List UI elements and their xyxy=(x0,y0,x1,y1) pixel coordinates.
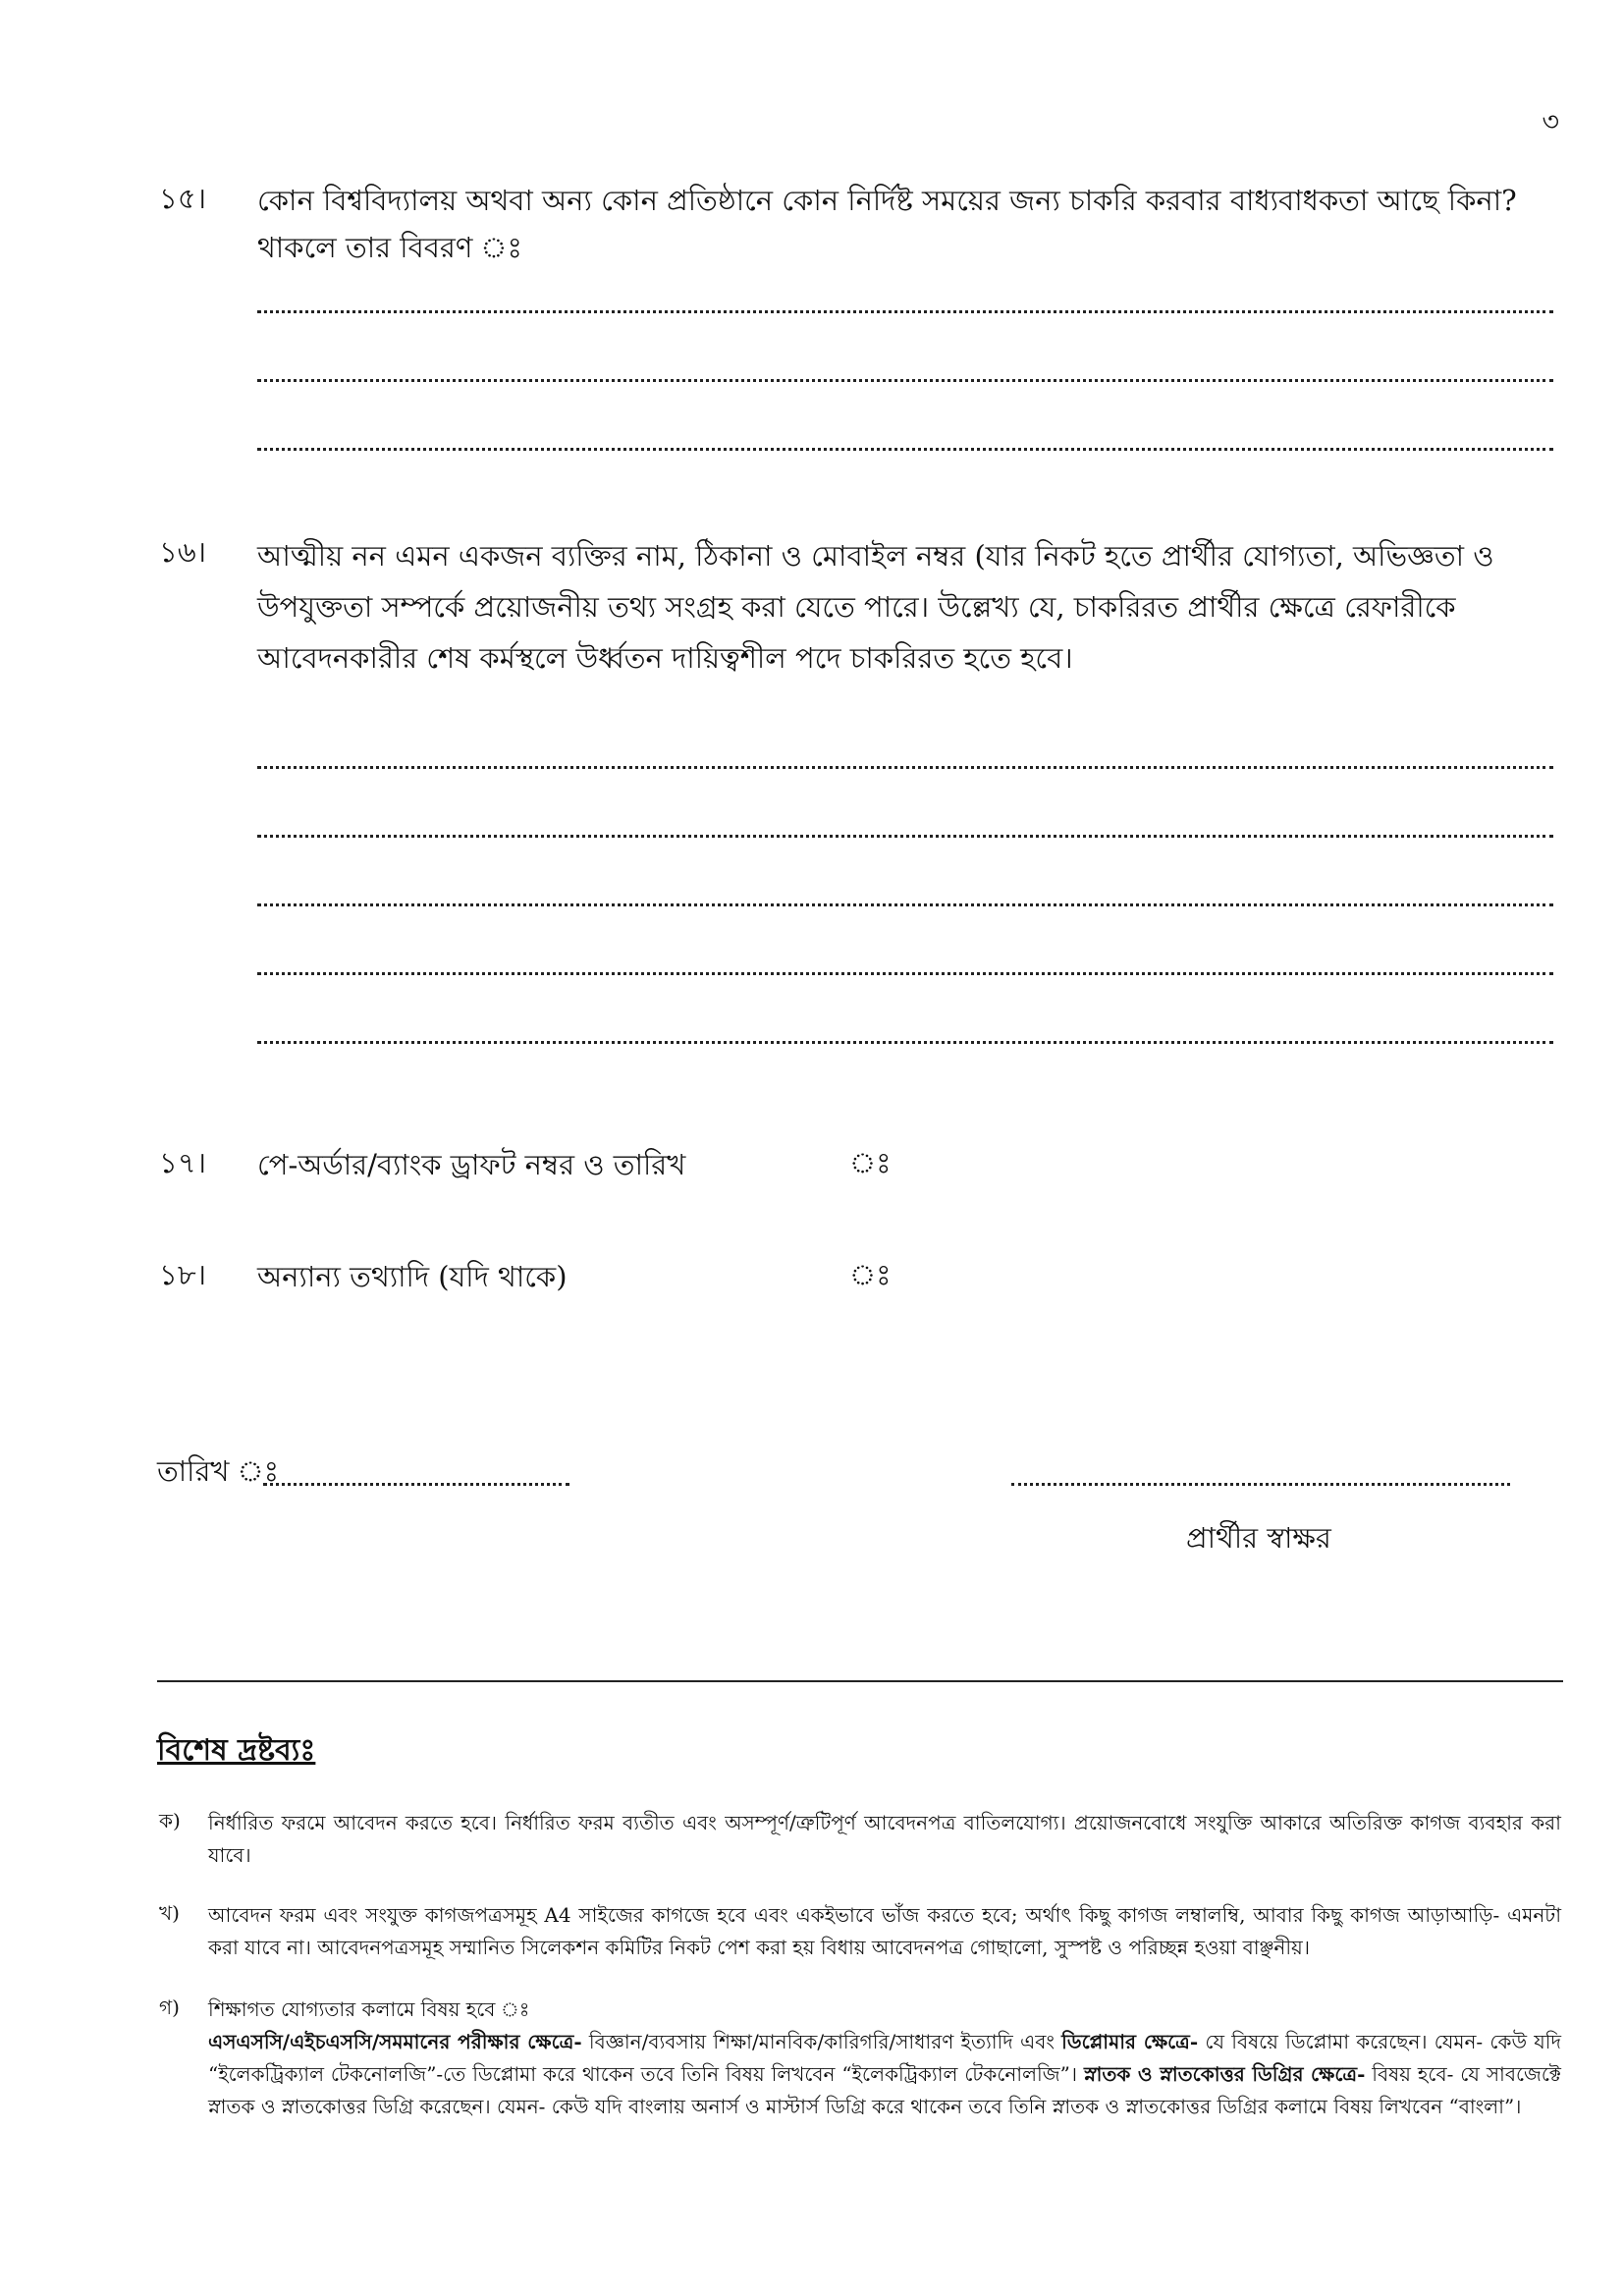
q15-answer-line-1[interactable] xyxy=(257,310,1553,313)
note-ga-heading: শিক্ষাগত যোগ্যতার কলামে বিষয় হবে ঃ xyxy=(208,1997,530,2021)
note-ka-mark: ক) xyxy=(159,1809,181,1832)
q18-label: অন্যান্য তথ্যাদি (যদি থাকে) xyxy=(257,1260,568,1293)
note-ga-bold-1: এসএসসি/এইচএসসি/সমমানের পরীক্ষার ক্ষেত্রে- xyxy=(208,2030,582,2053)
q16-line-1: আত্মীয় নন এমন একজন ব্যক্তির নাম, ঠিকানা ও মোবাইল নম্বর (যার নিকট হতে প্রার্থীর যোগ্যতা, অভিজ্ঞতা ও xyxy=(257,539,1494,573)
q15-answer-line-2[interactable] xyxy=(257,379,1553,382)
note-ga-mark: গ) xyxy=(159,1995,180,2019)
q16-answer-line-1[interactable] xyxy=(257,766,1553,769)
q16-line-2: উপযুক্ততা সম্পর্কে প্রয়োজনীয় তথ্য সংগ্রহ করা যেতে পারে। উল্লেখ্য যে, চাকরিরত প্রার্থীর ক্ষেত্রে রেফারীকে xyxy=(257,590,1456,624)
q15-line-1: কোন বিশ্ববিদ্যালয় অথবা অন্য কোন প্রতিষ্ঠানে কোন নির্দিষ্ট সময়ের জন্য চাকরি করবার বাধ্যবাধকতা আছে কিনা? xyxy=(257,184,1517,217)
signature-field[interactable] xyxy=(1011,1483,1510,1486)
q16-answer-line-3[interactable] xyxy=(257,903,1553,906)
date-label: তারিখ ঃ xyxy=(157,1454,280,1488)
note-ga-bold-3: স্নাতক ও স্নাতকোত্তর ডিগ্রির ক্ষেত্রে- xyxy=(1083,2062,1366,2086)
q16-number: ১৬। xyxy=(159,535,207,569)
q16-question xyxy=(257,530,1563,683)
note-ga-text-1: বিজ্ঞান/ব্যবসায় শিক্ষা/মানবিক/কারিগরি/সাধারণ ইত্যাদি এবং xyxy=(581,2030,1062,2053)
note-ga-text-2: যে বিষয়ে ডিপ্লোমা করেছেন। যেমন- কেউ যদি “ইলেকট্রিক্যাল টেকনোলজি”-তে ডিপ্লোমা করে থাকেন তবে তিনি বিষয় লিখবেন “ইলেকট্রিক্যাল টেকনোলজি”। xyxy=(208,2030,1561,2086)
date-field[interactable] xyxy=(263,1483,569,1486)
q17-colon: ঃ xyxy=(849,1146,892,1179)
signature-label: প্রার্থীর স্বাক্ষর xyxy=(1186,1521,1331,1555)
note-ka-text: নির্ধারিত ফরমে আবেদন করতে হবে। নির্ধারিত ফরম ব্যতীত এবং অসম্পূর্ণ/ত্রুটিপূর্ণ আবেদনপত্র বাতিলযোগ্য। প্রয়োজনবোধে সংযুক্তি আকারে অতিরিক্ত কাগজ ব্যবহার করা যাবে। xyxy=(208,1811,1561,1867)
q15-number: ১৫। xyxy=(159,182,207,215)
notes-title: বিশেষ দ্রষ্টব্যঃ xyxy=(157,1733,316,1768)
note-ga-text xyxy=(208,1994,1561,2123)
q17-label: পে-অর্ডার/ব্যাংক ড্রাফট নম্বর ও তারিখ xyxy=(257,1148,686,1181)
q16-answer-line-2[interactable] xyxy=(257,835,1553,838)
q15-line-2: থাকলে তার বিবরণ ঃ xyxy=(257,231,523,264)
section-divider xyxy=(157,1680,1563,1682)
q16-line-3: আবেদনকারীর শেষ কর্মস্থলে উর্ধ্বতন দায়িত্বশীল পদে চাকরিরত হতে হবে। xyxy=(257,641,1073,675)
q15-question xyxy=(257,177,1563,271)
q16-answer-line-5[interactable] xyxy=(257,1041,1553,1044)
note-kha-mark: খ) xyxy=(159,1901,180,1925)
q18-number: ১৮। xyxy=(159,1258,207,1291)
page-number: ৩ xyxy=(1542,107,1559,137)
note-ga-bold-2: ডিপ্লোমার ক্ষেত্রে- xyxy=(1061,2030,1199,2053)
note-ga-text-3: বিষয় হবে- যে সাবজেক্টে স্নাতক ও স্নাতকোত্তর ডিগ্রি করেছেন। যেমন- কেউ যদি বাংলায় অনার্স ও মাস্টার্স ডিগ্রি করে থাকেন তবে তিনি স্নাতক ও স্নাতকোত্তর ডিগ্রির কলামে বিষয় লিখবেন “বাংলা”। xyxy=(208,2062,1562,2118)
q17-number: ১৭। xyxy=(159,1146,207,1179)
q16-answer-line-4[interactable] xyxy=(257,972,1553,975)
note-kha-text: আবেদন ফরম এবং সংযুক্ত কাগজপত্রসমূহ A4 সাইজের কাগজে হবে এবং একইভাবে ভাঁজ করতে হবে; অর্থাৎ কিছু কাগজ লম্বালম্বি, আবার কিছু কাগজ আড়াআড়ি- এমনটা করা যাবে না। আবেদনপত্রসমূহ সম্মানিত সিলেকশন কমিটির নিকট পেশ করা হয় বিধায় আবেদনপত্র গোছালো, সুস্পষ্ট ও পরিচ্ছন্ন হওয়া বাঞ্ছনীয়। xyxy=(208,1903,1561,1959)
q18-colon: ঃ xyxy=(849,1258,892,1291)
note-ga-body xyxy=(208,2026,1561,2123)
q15-answer-line-3[interactable] xyxy=(257,448,1553,451)
